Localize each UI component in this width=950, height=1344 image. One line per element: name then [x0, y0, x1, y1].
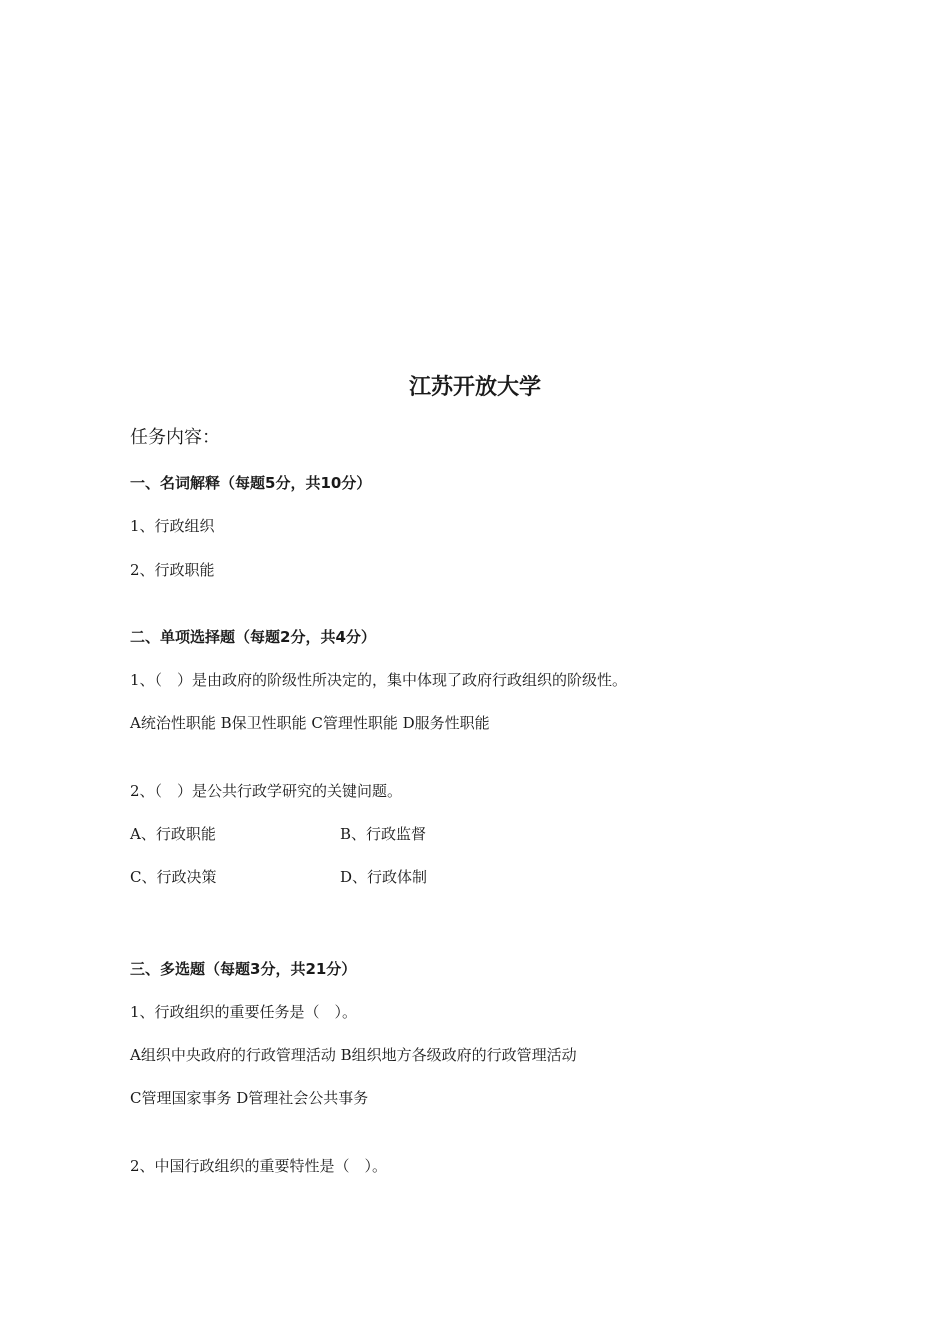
section-3-heading: 三、多选题（每题3分，共21分） — [130, 960, 357, 978]
section-2-q2-stem: 2、（ ）是公共行政学研究的关键问题。 — [130, 782, 403, 800]
section-2-q1-options: A统治性职能 B保卫性职能 C管理性职能 D服务性职能 — [130, 714, 490, 732]
section-3-q1-options-line-1: A组织中央政府的行政管理活动 B组织地方各级政府的行政管理活动 — [130, 1046, 577, 1064]
section-3-q1-stem: 1、行政组织的重要任务是（ ）。 — [130, 1003, 358, 1021]
section-1-item-2: 2、行政职能 — [130, 561, 215, 579]
section-2-heading: 二、单项选择题（每题2分，共4分） — [130, 628, 376, 646]
section-3-q1-options-line-2: C管理国家事务 D管理社会公共事务 — [130, 1089, 369, 1107]
section-1-heading: 一、名词解释（每题5分，共10分） — [130, 474, 372, 492]
section-2-q2-option-a: A、行政职能 — [130, 825, 216, 843]
section-2-q1-stem: 1、（ ）是由政府的阶级性所决定的，集中体现了政府行政组织的阶级性。 — [130, 671, 628, 689]
page-title: 江苏开放大学 — [408, 375, 541, 400]
section-1-item-1: 1、行政组织 — [130, 517, 215, 535]
task-label: 任务内容： — [130, 427, 220, 448]
section-2-q2-option-b: B、行政监督 — [340, 825, 427, 843]
section-3-q2-stem: 2、中国行政组织的重要特性是（ ）。 — [130, 1157, 388, 1175]
section-2-q2-option-c: C、行政决策 — [130, 868, 217, 886]
section-2-q2-option-d: D、行政体制 — [340, 868, 428, 886]
